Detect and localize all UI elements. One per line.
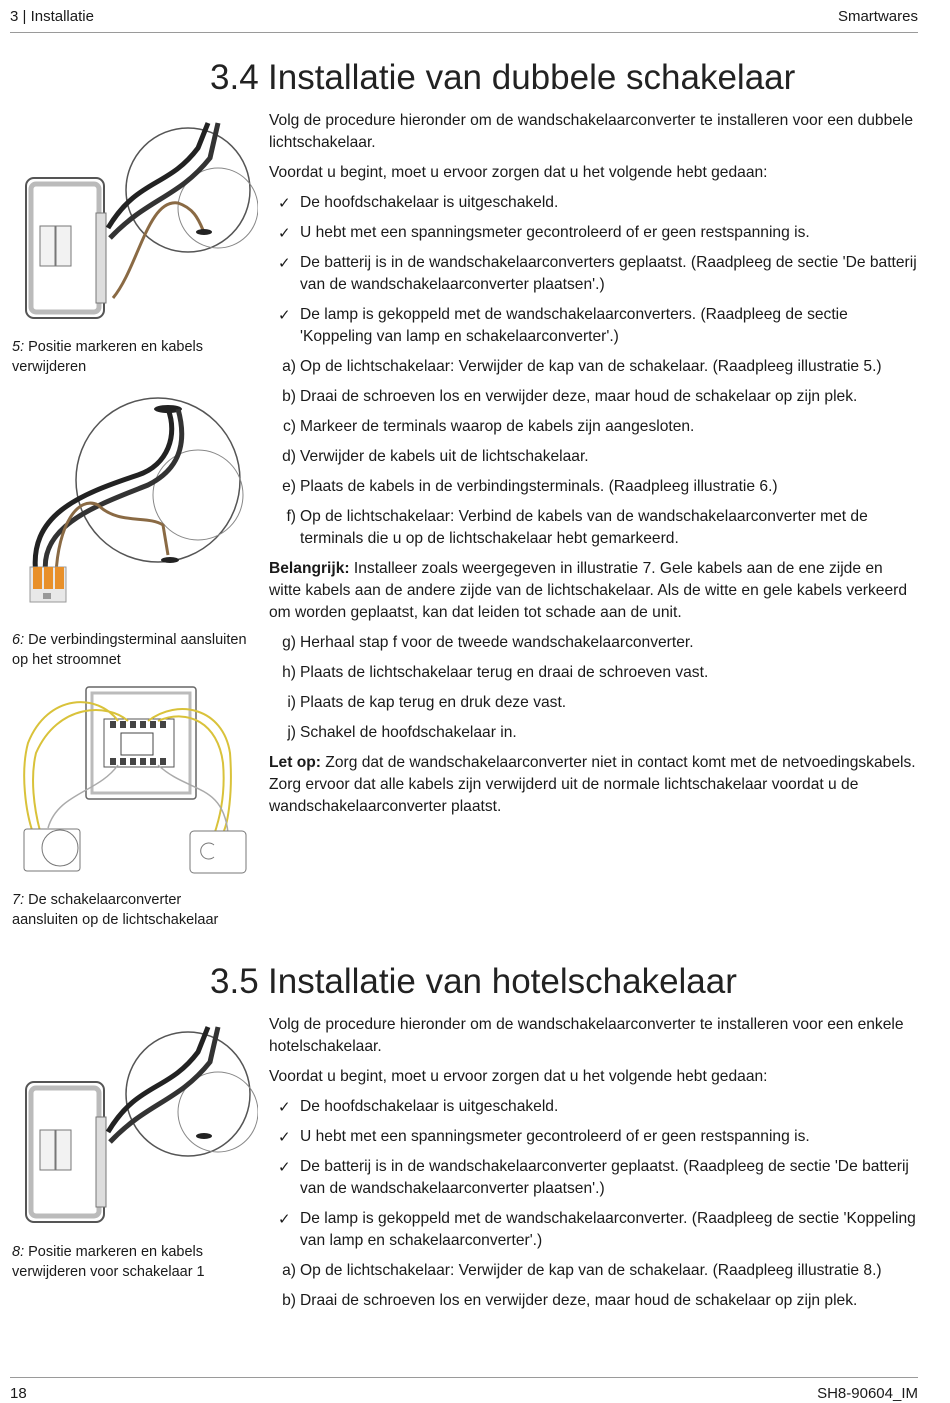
checklist-item [269, 304, 917, 348]
header-brand: Smartwares [837, 8, 918, 25]
intro-paragraph: Volg de procedure hieronder om de wandschakelaarconverter te installeren voor een enkele hotelschakelaar. [269, 1016, 904, 1055]
page-number: 18 [10, 1385, 27, 1402]
step-marker: a) [282, 358, 296, 375]
step-marker: g) [282, 634, 296, 651]
page-footer [10, 1377, 918, 1402]
checklist-item [269, 1126, 917, 1148]
attention-note: Let op: Zorg dat de wandschakelaarconverter niet in contact komt met de netvoedingskabels. Zorg ervoor dat alle kabels zijn verwijderd uit de normale lichtschakelaar voordat u de wandschakelaarconverter plaatst. [269, 754, 916, 815]
procedure-step [269, 692, 917, 714]
figure-8-illustration [18, 1022, 258, 1227]
figure-6-caption: 6: De verbindingsterminal aansluiten op het stroomnet [12, 632, 247, 668]
figure-5-caption: 5: Positie markeren en kabels verwijderen [12, 339, 204, 375]
checkmark-icon: ✓ [278, 1128, 291, 1146]
checkmark-icon: ✓ [278, 224, 291, 242]
step-text: Plaats de kap terug en druk deze vast. [300, 694, 567, 711]
step-marker: e) [282, 478, 296, 495]
checklist-item [269, 222, 917, 244]
step-marker: b) [282, 388, 296, 405]
step-text: Draai de schroeven los en verwijder deze, maar houd de schakelaar op zijn plek. [300, 388, 858, 405]
step-text: Plaats de kabels in de verbindingsterminals. (Raadpleeg illustratie 6.) [300, 478, 778, 495]
checkmark-icon: ✓ [278, 306, 291, 324]
checkmark-icon: ✓ [278, 1098, 291, 1116]
step-marker: f) [286, 508, 296, 525]
checklist-item [269, 252, 917, 296]
checklist-text: De lamp is gekoppeld met de wandschakelaarconverter. (Raadpleeg de sectie 'Koppeling van lamp en schakelaarconverter'.) [300, 1210, 916, 1249]
checkmark-icon: ✓ [278, 254, 291, 272]
checklist-text: De lamp is gekoppeld met de wandschakelaarconverters. (Raadpleeg de sectie 'Koppeling van lamp en schakelaarconverter'.) [300, 306, 848, 345]
checklist-text: De batterij is in de wandschakelaarconverter geplaatst. (Raadpleeg de sectie 'De batterij van de wandschakelaarconverter plaatsen'.) [300, 1158, 909, 1197]
step-marker: c) [283, 418, 296, 435]
important-note: Belangrijk: Installeer zoals weergegeven in illustratie 7. Gele kabels aan de ene zijde en witte kabels aan de andere zijde van de lichtschakelaar. Als de witte en gele kabels verkeerd om worden geplaatst, kan dat leiden tot schade aan de unit. [269, 560, 907, 621]
step-text: Op de lichtschakelaar: Verwijder de kap van de schakelaar. (Raadpleeg illustratie 5.) [300, 358, 882, 375]
step-text: Schakel de hoofdschakelaar in. [300, 724, 517, 741]
page-header [10, 8, 918, 33]
figure-5-illustration [18, 118, 258, 323]
intro-paragraph: Volg de procedure hieronder om de wandschakelaarconverter te installeren voor een dubbele lichtschakelaar. [269, 112, 914, 151]
procedure-step [269, 1290, 917, 1312]
procedure-step [269, 632, 917, 654]
prerequisite-lead: Voordat u begint, moet u ervoor zorgen dat u het volgende hebt gedaan: [269, 1068, 768, 1085]
step-marker: b) [282, 1292, 296, 1309]
procedure-step [269, 722, 917, 744]
step-marker: i) [287, 694, 296, 711]
procedure-step [269, 356, 917, 378]
checklist-item [269, 1096, 917, 1118]
procedure-step [269, 416, 917, 438]
checklist-text: De hoofdschakelaar is uitgeschakeld. [300, 1098, 559, 1115]
checkmark-icon: ✓ [278, 1210, 291, 1228]
prerequisite-lead: Voordat u begint, moet u ervoor zorgen dat u het volgende hebt gedaan: [269, 164, 768, 181]
checklist-text: De batterij is in de wandschakelaarconverters geplaatst. (Raadpleeg de sectie 'De batterij van de wandschakelaarconverter plaatsen'.) [300, 254, 917, 293]
checklist-item [269, 1208, 917, 1252]
step-text: Draai de schroeven los en verwijder deze, maar houd de schakelaar op zijn plek. [300, 1292, 858, 1309]
step-marker: a) [282, 1262, 296, 1279]
checklist-item [269, 1156, 917, 1200]
procedure-step [269, 446, 917, 468]
figure-6-illustration [18, 395, 246, 610]
step-marker: h) [282, 664, 296, 681]
step-text: Plaats de lichtschakelaar terug en draai de schroeven vast. [300, 664, 709, 681]
header-chapter: 3 | Installatie [10, 8, 94, 25]
step-text: Markeer de terminals waarop de kabels zijn aangesloten. [300, 418, 695, 435]
step-text: Op de lichtschakelaar: Verwijder de kap van de schakelaar. (Raadpleeg illustratie 8.) [300, 1262, 882, 1279]
procedure-step [269, 662, 917, 684]
step-text: Verwijder de kabels uit de lichtschakelaar. [300, 448, 589, 465]
document-code: SH8-90604_IM [817, 1385, 918, 1402]
section-3-4-body [269, 110, 917, 826]
procedure-step [269, 476, 917, 498]
figure-7-illustration [18, 683, 250, 875]
checklist-text: U hebt met een spanningsmeter gecontroleerd of er geen restspanning is. [300, 1128, 810, 1145]
figure-8-caption: 8: Positie markeren en kabels verwijderen voor schakelaar 1 [12, 1244, 205, 1280]
checklist-text: De hoofdschakelaar is uitgeschakeld. [300, 194, 559, 211]
checklist-item [269, 192, 917, 214]
checklist-text: U hebt met een spanningsmeter gecontroleerd of er geen restspanning is. [300, 224, 810, 241]
step-text: Op de lichtschakelaar: Verbind de kabels van de wandschakelaarconverter met de terminals die u op de lichtschakelaar hebt gemarkeerd. [300, 508, 868, 547]
procedure-step [269, 1260, 917, 1282]
section-3-4-heading: 3.4 Installatie van dubbele schakelaar [210, 58, 796, 97]
checkmark-icon: ✓ [278, 1158, 291, 1176]
step-marker: d) [282, 448, 296, 465]
procedure-step [269, 386, 917, 408]
step-text: Herhaal stap f voor de tweede wandschakelaarconverter. [300, 634, 694, 651]
checkmark-icon: ✓ [278, 194, 291, 212]
section-3-5-heading: 3.5 Installatie van hotelschakelaar [210, 962, 737, 1001]
section-3-5-body [269, 1014, 917, 1320]
step-marker: j) [287, 724, 296, 741]
procedure-step [269, 506, 917, 550]
figure-7-caption: 7: De schakelaarconverter aansluiten op de lichtschakelaar [12, 892, 219, 928]
